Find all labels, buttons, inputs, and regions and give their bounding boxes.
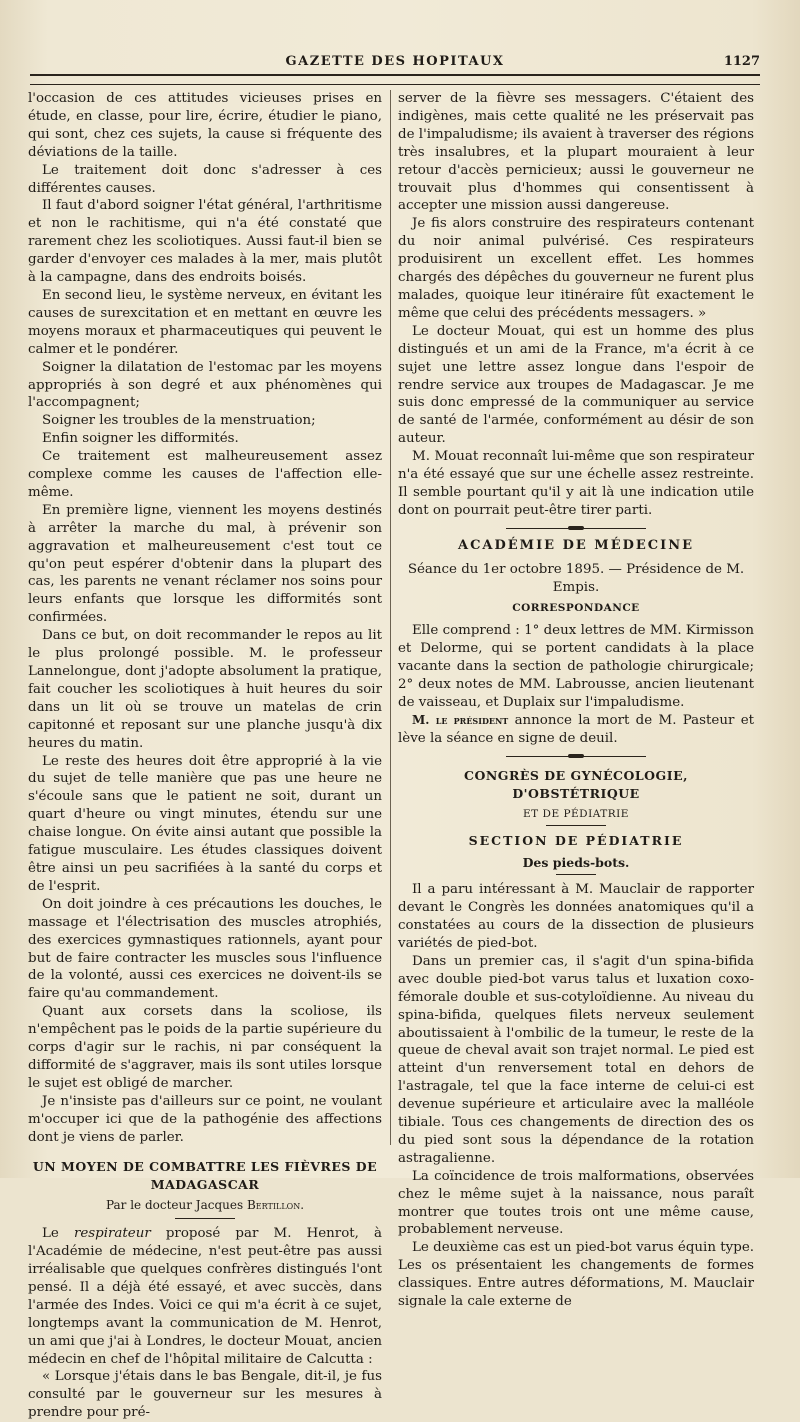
article-paragraph: Quant aux corsets dans la scoliose, ils n'empêchent pas le poids de la partie supérieure du corps d'agir sur le rachis, ni par conséquent la difformité de s'aggraver, mais ils sont utiles lorsque le sujet est obligé de marcher. — [28, 1004, 382, 1091]
column-divider — [390, 90, 391, 1145]
respirateur-italic: respirateur — [73, 1226, 151, 1242]
article-paragraph: En première ligne, viennent les moyens destinés à arrêter la marche du mal, à prévenir son aggravation et malheureusement c'est tout ce qu'on peut espérer d'obtenir dans la plupart des cas, les parents ne venant réclamer nos soins pour leurs enfants que lorsque les difformités sont confirmées. — [28, 502, 382, 626]
article-paragraph: Il faut d'abord soigner l'état général, l'arthritisme et non le rachitisme, qui n'a été constaté que rarement chez les scoliotiques. Aussi faut-il bien se garder d'envoyer ces malades à la mer, mais plutôt à la campagne, dans des endroits boisés. — [28, 198, 382, 286]
article-paragraph: Elle comprend : 1° deux lettres de MM. Kirmisson et Delorme, qui se portent candidats à la place vacante dans la section de pathologie chirurgicale; 2° deux notes de MM. Labrousse, ancien lieutenant de vaisseau, et Duplaix sur l'impaludisme. — [398, 623, 754, 710]
page-header — [30, 54, 760, 72]
article-paragraph: On doit joindre à ces précautions les douches, le massage et l'électrisation des muscles atrophiés, des exercices gymnastiques rationnels, ayant pour but de faire contracter les muscles sous l'influence de la volonté, aussi ces exercices ne doivent-ils se faire qu'au commandement. — [28, 896, 382, 1002]
congress-title: CONGRÈS DE GYNÉCOLOGIE, D'OBSTÉTRIQUE — [464, 767, 688, 801]
section-separator — [506, 528, 646, 531]
article-paragraph: l'occasion de ces attitudes vicieuses prises en étude, en classe, pour lire, écrire, étudier le piano, qui sont, chez ces sujets, la cause si fréquente des déviations de la taille. — [28, 91, 382, 160]
journal-title: GAZETTE DES HOPITAUX — [285, 54, 505, 69]
spacer — [28, 1146, 382, 1154]
article-paragraph: Le deuxième cas est un pied-bot varus équin type. Les os présentaient les changements de formes classiques. Entre autres déformations, M. Mauclair signale la cale externe de — [398, 1240, 754, 1310]
subsection-separator — [556, 874, 596, 875]
header-rule-thick — [30, 74, 760, 76]
article-paragraph: En second lieu, le système nerveux, en évitant les causes de surexcitation et en mettant en œuvre les moyens moraux et pharmaceutiques qui peuvent le calmer et le pondérer. — [28, 287, 382, 357]
page-number: 1127 — [723, 54, 760, 69]
section-separator — [506, 756, 646, 759]
section-title-pediatrie: SECTION DE PÉDIATRIE — [468, 833, 684, 849]
left-column — [28, 90, 382, 1422]
byline — [28, 1197, 382, 1215]
article-paragraph: M. Mouat reconnaît lui-même que son respirateur n'a été essayé que sur une échelle assez restreinte. Il semble pourtant qu'il y ait là une indication utile dont on pourrait peut-être tirer parti. — [398, 449, 754, 518]
byline-name: Bertillon. — [246, 1198, 305, 1213]
article-paragraph: Je n'insiste pas d'ailleurs sur ce point, ne voulant m'occuper ici que de la pathogénie des affections dont je viens de parler. — [28, 1093, 382, 1145]
article-paragraph — [28, 1225, 382, 1368]
article-paragraph — [398, 712, 754, 748]
congress-subtitle: ET DE PÉDIATRIE — [523, 807, 629, 820]
article-paragraph: Dans un premier cas, il s'agit d'un spina-bifida avec double pied-bot varus talus et luxation coxo-fémorale double et sus-cotyloïdienne. Au niveau du spina-bifida, quelques filets nerveux seulement aboutissaient à l'ombilic de la tumeur, le reste de la queue de cheval avait son trajet normal. Le pied est atteint d'un renversement total en dehors de l'astragale, tel que la face interne de celui-ci est devenue supérieure et articulaire avec la malléole tibiale. Tous ces changements de direction des os du pied sont sous la dépendance de la rotation astragalienne. — [398, 953, 754, 1166]
academy-title: ACADÉMIE DE MÉDECINE — [457, 537, 694, 553]
session-line: Séance du 1er octobre 1895. — Présidence de M. Empis. — [407, 561, 745, 595]
article-paragraph: Le docteur Mouat, qui est un homme des plus distingués et un ami de la France, m'a écrit à ce sujet une lettre assez longue dans l'espoir de rendre service aux troupes de Madagascar. Je me suis donc empressé de la communiquer au service de santé de l'armée, conformément au désir de son auteur. — [398, 323, 754, 447]
article-paragraph: Le reste des heures doit être approprié à la vie du sujet de telle manière que pas une heure ne s'écoule sans que le patient ne soit, durant un quart d'heure ou vingt minutes, étendu sur une chaise longue. On évite ainsi autant que possible la fatigue musculaire. Les études classiques doivent être ainsi un peu sacrifiées à la santé du corps et de l'esprit. — [28, 753, 382, 894]
section-title-madagascar: UN MOYEN DE COMBATTRE LES FIÈVRES DE MADAGASCAR — [32, 1159, 378, 1193]
article-paragraph: Ce traitement est malheureusement assez complexe comme les causes de l'affection elle-même. — [28, 449, 382, 500]
article-paragraph: Soigner la dilatation de l'estomac par les moyens appropriés à son degré et aux phénomènes qui l'accompagnent; — [28, 359, 382, 411]
congress-separator — [546, 825, 606, 826]
header-rule-thin — [30, 84, 760, 85]
article-paragraph: Dans ce but, on doit recommander le repos au lit le plus prolongé possible. M. le professeur Lannelongue, dont j'adopte absolument la pratique, fait coucher les scoliotiques à huit heures du soir dans un lit où se trouve un matelas de crin capitonné et reposant sur une planche jusqu'à dix heures du matin. — [28, 628, 382, 751]
article-paragraph: Soigner les troubles de la menstruation; — [42, 413, 316, 429]
president-label: M. le président — [412, 712, 509, 727]
respirateur-rest: proposé par M. Henrot, à l'Académie de médecine, n'est peut-être pas aussi irréalisable que quelques confrères distingués l'ont pensé. Il a déjà été essayé, et avec succès, dans l'armée des Indes. Voici ce qui m'a écrit à ce sujet, longtemps avant la communication de M. Henrot, un ami que j'ai à Londres, le docteur Mouat, ancien médecin en chef de l'hôpital militaire de Calcutta : — [28, 1226, 383, 1367]
article-paragraph: Le traitement doit donc s'adresser à ces différentes causes. — [28, 162, 382, 196]
article-paragraph: Il a paru intéressant à M. Mauclair de rapporter devant le Congrès les données anatomiques qu'il a constatées au cours de la dissection de plusieurs variétés de pied-bot. — [398, 882, 754, 951]
article-paragraph: La coïncidence de trois malformations, observées chez le même sujet à la naissance, nous paraît montrer que toutes trois ont une même cause, probablement nerveuse. — [398, 1168, 754, 1238]
byline-prefix: Par le docteur Jacques — [105, 1198, 244, 1213]
byline-separator — [175, 1218, 235, 1219]
subsection-title: Des pieds-bots. — [522, 855, 630, 871]
right-column — [398, 90, 754, 1311]
correspondance-title: CORRESPONDANCE — [512, 602, 640, 615]
article-paragraph: Je fis alors construire des respirateurs contenant du noir animal pulvérisé. Ces respirateurs produisirent un excellent effet. Les hommes chargés des dépêches du gouverneur ne furent plus malades, quoique leur itinéraire fût exactement le même que celui des précédents messagers. » — [398, 216, 754, 321]
article-paragraph: Enfin soigner les difformités. — [42, 431, 239, 447]
article-paragraph: « Lorsque j'étais dans le bas Bengale, dit-il, je fus consulté par le gouverneur sur les mesures à prendre pour pré- — [28, 1369, 382, 1421]
article-paragraph: server de la fièvre ses messagers. C'étaient des indigènes, mais cette qualité ne les préservait pas de l'impaludisme; ils avaient à traverser des régions très insalubres, et la plupart mouraient à leur retour d'accès pernicieux; aussi le gouverneur ne trouvait plus d'hommes qui consentissent à accepter une mission aussi dangereuse. — [398, 91, 754, 214]
president-text: annonce la mort de M. Pasteur et lève la séance en signe de deuil. — [398, 712, 754, 746]
respirateur-start: Le — [42, 1226, 59, 1242]
